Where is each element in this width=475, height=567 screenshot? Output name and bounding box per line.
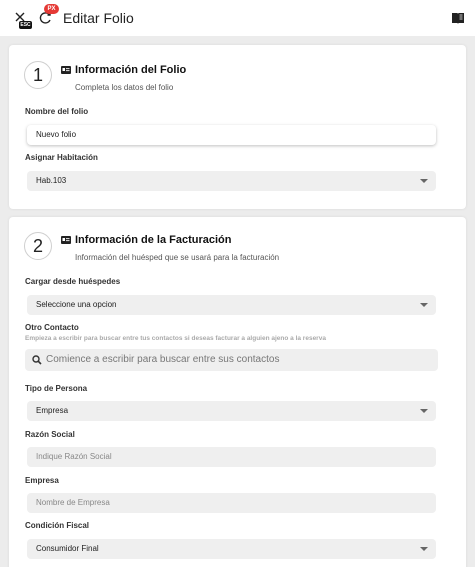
person-type-select[interactable] [27,401,436,421]
load-guest-label: Cargar desde huéspedes [25,277,121,286]
tax-condition-select[interactable] [27,539,436,559]
chevron-down-icon [420,547,428,551]
id-card-icon [61,236,71,244]
section-title: Información del Folio [75,64,187,76]
folio-name-label: Nombre del folio [25,107,89,116]
room-label: Asignar Habitación [25,153,98,162]
search-icon [32,355,42,365]
tax-condition-label: Condición Fiscal [25,521,90,530]
business-name-label: Razón Social [25,430,75,439]
chevron-down-icon [420,179,428,183]
folio-info-card [9,45,466,209]
step-number: 1 [24,61,52,89]
chevron-down-icon [420,409,428,413]
id-card-icon [61,66,71,74]
other-contact-label: Otro Contacto [25,323,79,332]
person-type-select-value: Empresa [36,406,69,415]
room-select[interactable] [27,171,436,191]
top-bar [0,0,475,36]
step-number: 2 [24,232,52,260]
folio-name-input[interactable]: Nuevo folio [27,125,436,145]
other-contact-hint: Empieza a escribir para buscar entre tus contactos si deseas facturar a alguien ajeno a la reserva [25,335,326,342]
contact-search-input[interactable] [25,349,438,371]
room-select-value: Hab.103 [36,176,67,185]
business-name-input[interactable]: Indique Razón Social [27,447,436,467]
page-title: Editar Folio [63,10,134,26]
chevron-down-icon [420,303,428,307]
section-title: Información de la Facturación [75,234,232,246]
company-label: Empresa [25,476,59,485]
load-guest-select-value: Seleccione una opcion [36,300,117,309]
px-badge: PX [44,4,59,14]
book-button[interactable] [450,10,466,26]
section-subtitle: Completa los datos del folio [75,83,174,92]
company-input[interactable]: Nombre de Empresa [27,493,436,513]
billing-info-card [9,217,466,567]
esc-shortcut-badge: ESC [20,22,31,28]
load-guest-select[interactable] [27,295,436,315]
section-subtitle: Información del huésped que se usará para la facturación [75,253,280,262]
book-icon [450,10,466,26]
contact-search-placeholder: Comience a escribir para buscar entre sus contactos [46,354,280,365]
tax-condition-select-value: Consumidor Final [36,544,99,553]
person-type-label: Tipo de Persona [25,384,88,393]
